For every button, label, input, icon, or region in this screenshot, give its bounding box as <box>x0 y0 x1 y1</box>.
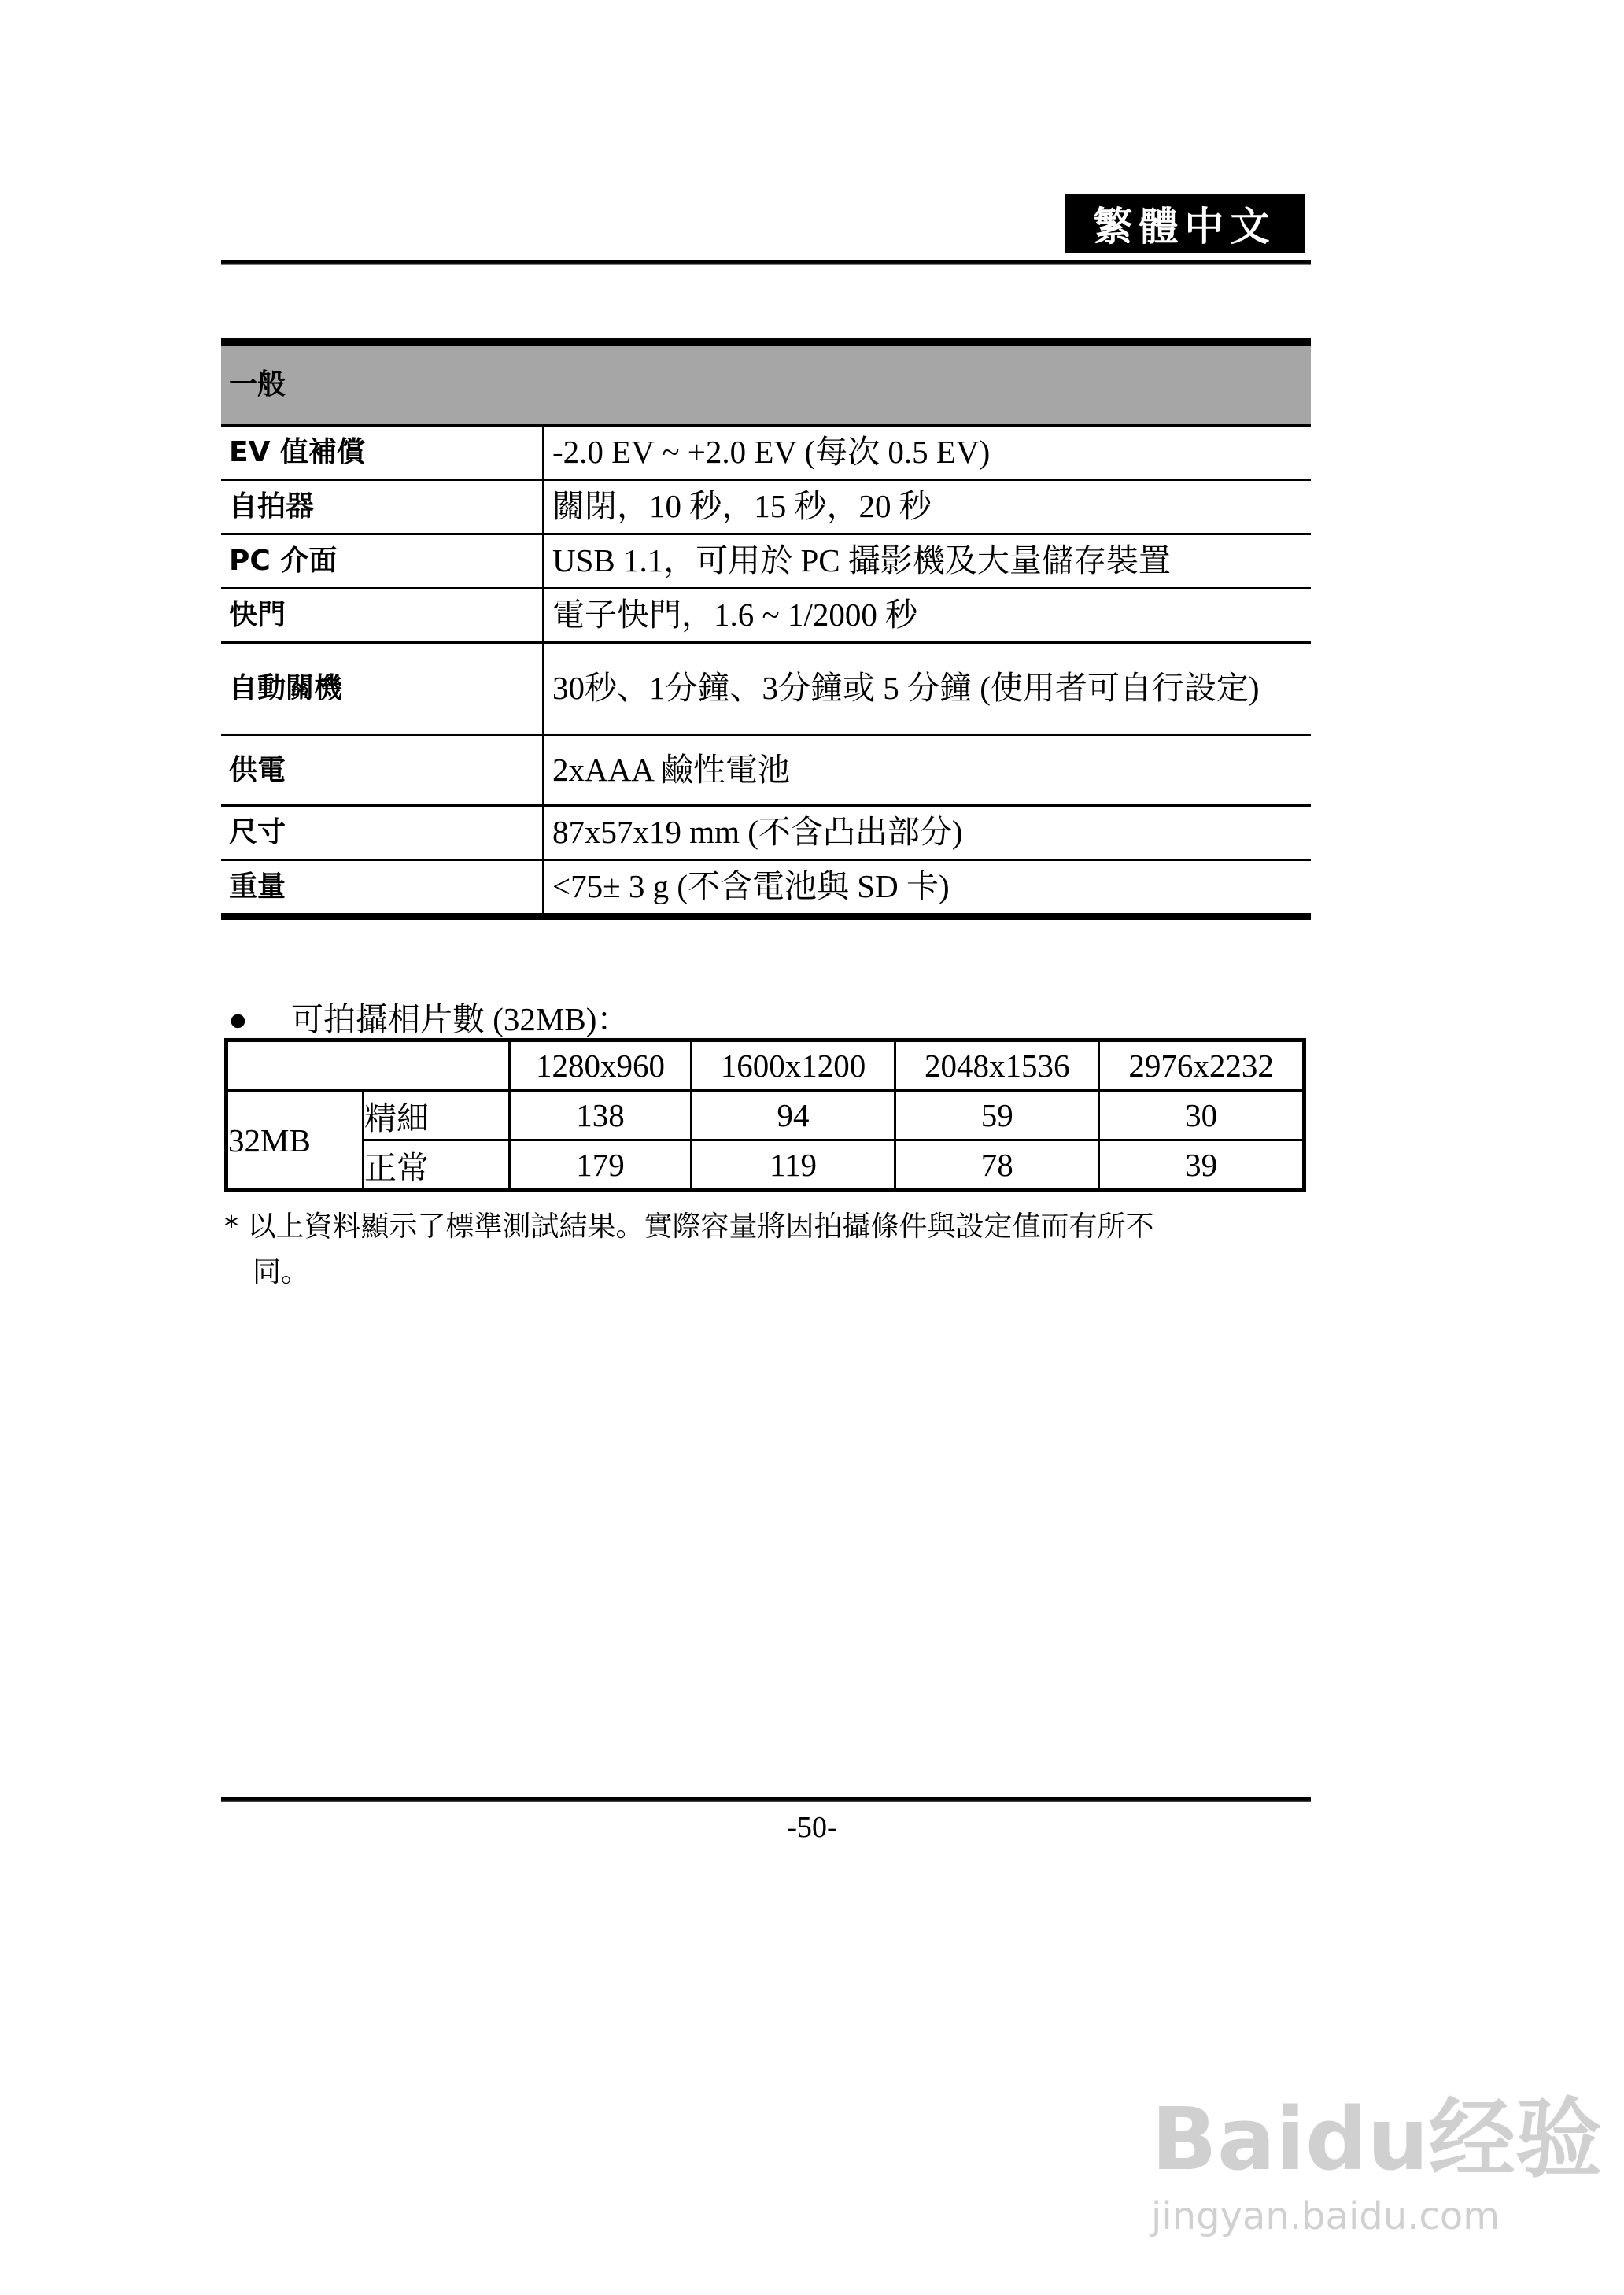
spec-label: 自動關機 <box>221 643 544 735</box>
table-row <box>221 589 1311 643</box>
empty-cell <box>227 1040 510 1091</box>
column-header: 1280x960 <box>510 1040 692 1091</box>
quality-cell: 精細 <box>364 1091 510 1140</box>
count-cell: 94 <box>691 1091 895 1140</box>
count-cell: 138 <box>510 1091 692 1140</box>
bullet-icon: ● <box>228 1001 248 1037</box>
quality-cell: 正常 <box>364 1140 510 1191</box>
spec-label: 重量 <box>221 860 544 917</box>
header-rule <box>221 260 1311 265</box>
spec-value: 30秒、1分鐘、3分鐘或 5 分鐘 (使用者可自行設定) <box>544 643 1312 735</box>
spec-label: 尺寸 <box>221 806 544 860</box>
count-cell: 78 <box>895 1140 1099 1191</box>
count-cell: 179 <box>510 1140 692 1191</box>
table-row <box>221 426 1311 480</box>
count-cell: 30 <box>1099 1091 1305 1140</box>
spec-table <box>221 338 1311 920</box>
capacity-heading <box>228 993 629 1040</box>
watermark-brand: Baidu经验 <box>1151 2089 1602 2190</box>
spec-value: -2.0 EV ~ +2.0 EV (每次 0.5 EV) <box>544 426 1312 480</box>
spec-label: 自拍器 <box>221 480 544 534</box>
table-row <box>227 1140 1305 1191</box>
spec-value: 電子快門，1.6 ~ 1/2000 秒 <box>544 589 1312 643</box>
spec-label: PC 介面 <box>221 534 544 589</box>
spec-value: <75± 3 g (不含電池與 SD 卡) <box>544 860 1312 917</box>
language-label: 繁體中文 <box>1065 194 1305 253</box>
page-number: -50- <box>787 1811 837 1844</box>
table-row <box>221 860 1311 917</box>
watermark-url: jingyan.baidu.com <box>1151 2194 1500 2238</box>
table-row <box>221 480 1311 534</box>
baidu-watermark <box>1151 2070 1602 2238</box>
table-row <box>221 806 1311 860</box>
count-cell: 39 <box>1099 1140 1305 1191</box>
spec-label: 快門 <box>221 589 544 643</box>
footnote-line: 同。 <box>253 1256 310 1288</box>
count-cell: 119 <box>691 1140 895 1191</box>
footnote <box>224 1204 1310 1295</box>
spec-value: 2xAAA 鹼性電池 <box>544 735 1312 806</box>
memory-cell: 32MB <box>227 1091 364 1191</box>
table-header-row <box>227 1040 1305 1091</box>
capacity-title: 可拍攝相片數 (32MB)： <box>291 1001 629 1037</box>
column-header: 1600x1200 <box>691 1040 895 1091</box>
spec-label: EV 值補償 <box>221 426 544 480</box>
spec-label: 供電 <box>221 735 544 806</box>
column-header: 2976x2232 <box>1099 1040 1305 1091</box>
footer-rule <box>221 1797 1311 1802</box>
spec-value: 87x57x19 mm (不含凸出部分) <box>544 806 1312 860</box>
capacity-table <box>224 1038 1306 1192</box>
spec-value: 關閉，10 秒，15 秒，20 秒 <box>544 480 1312 534</box>
table-row <box>221 735 1311 806</box>
spec-value: USB 1.1，可用於 PC 攝影機及大量儲存裝置 <box>544 534 1312 589</box>
section-title: 一般 <box>221 342 1311 426</box>
table-row <box>221 534 1311 589</box>
count-cell: 59 <box>895 1091 1099 1140</box>
footnote-line: * 以上資料顯示了標準測試結果。實際容量將因拍攝條件與設定值而有所不 <box>224 1210 1154 1243</box>
table-row <box>221 643 1311 735</box>
column-header: 2048x1536 <box>895 1040 1099 1091</box>
table-row <box>227 1091 1305 1140</box>
